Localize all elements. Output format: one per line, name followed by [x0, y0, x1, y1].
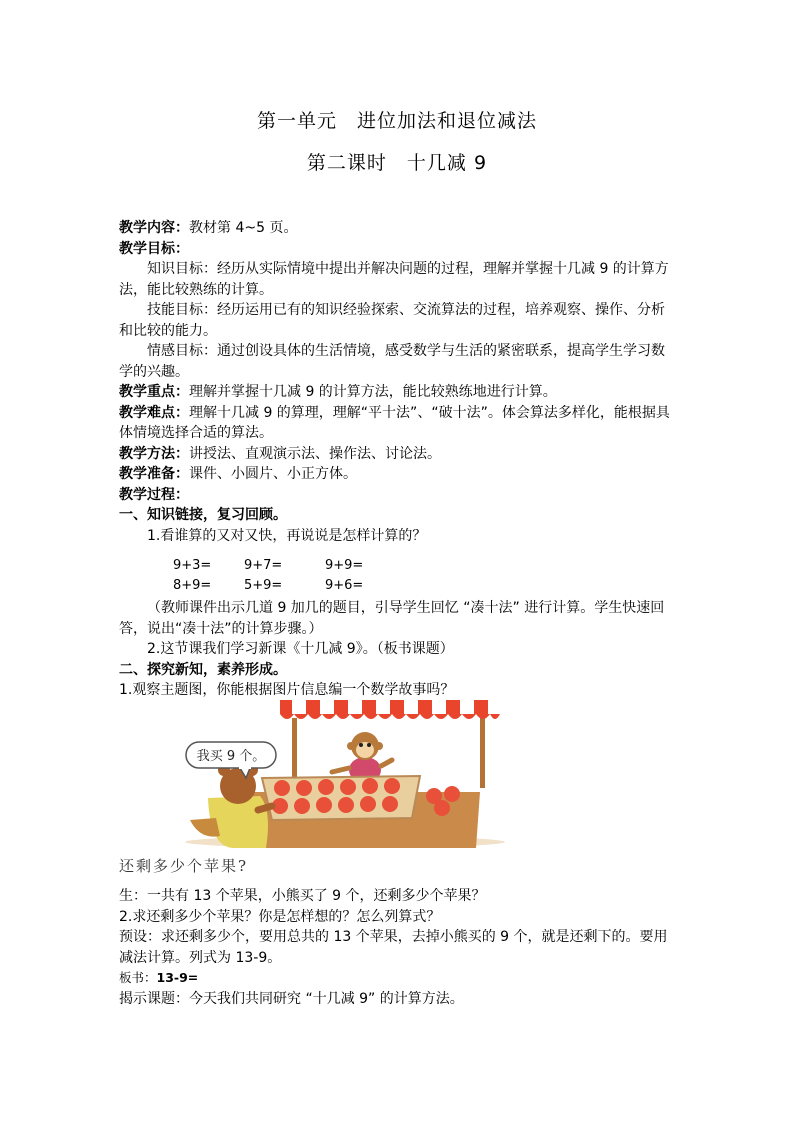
board-line: 板书：13-9=: [119, 970, 199, 985]
expr-5: 5+9=: [244, 578, 283, 593]
reveal-line: 揭示课题：今天我们共同研究 “十几减 9” 的计算方法。: [119, 990, 464, 1007]
method-line: 教学方法：讲授法、直观演示法、操作法、讨论法。: [119, 445, 441, 462]
lesson-body-top: [119, 218, 677, 546]
unit-title: 第一单元 进位加法和退位减法: [256, 110, 537, 132]
prep-line: 教学准备：课件、小圆片、小正方体。: [119, 466, 357, 482]
awning: [280, 700, 500, 719]
lesson-body-mid: [119, 598, 677, 701]
key-point-line: 教学重点：理解并掌握十几减 9 的计算方法，能比较熟练地进行计算。: [119, 384, 557, 400]
expr-2: 9+7=: [244, 558, 283, 573]
process-heading: 教学过程：: [119, 486, 189, 503]
lesson-body-bottom: [119, 886, 677, 1009]
monkey-icon: [332, 732, 392, 783]
s2-question1: 1.观察主题图，你能根据图片信息编一个数学故事吗？: [119, 682, 455, 698]
goals-heading: 教学目标：: [119, 240, 189, 257]
s1-note: （教师课件出示几道 9 加几的题目，引导学生回忆 “凑十法” 进行计算。学生快速回答，说出“凑十法”的计算步骤。）: [119, 600, 665, 637]
s1-question2: 2.这节课我们学习新课《十几减 9》。（板书课题）: [147, 641, 454, 657]
expr-1: 9+3=: [173, 558, 212, 573]
fruit-stall-illustration: [180, 700, 510, 848]
expr-4: 8+9=: [173, 578, 212, 593]
s1-question1: 1.看谁算的又对又快，再说说是怎样计算的？: [147, 527, 427, 544]
s2-question2: 2.求还剩多少个苹果？你是怎样想的？怎么列算式？: [119, 908, 441, 925]
difficulty-line: 教学难点：理解十几减 9 的算理，理解“平十法”、“破十法”。体会算法多样化，能根据具体情境选择合适的算法。: [119, 404, 670, 441]
goal-knowledge: 知识目标：经历从实际情境中提出并解决问题的过程，理解并掌握十几减 9 的计算方法，能比较熟练的计算。: [119, 261, 669, 298]
expr-6: 9+6=: [325, 578, 364, 593]
content-line: 教学内容：教材第 4~5 页。: [119, 220, 298, 236]
section2-heading: 二、探究新知，素养形成。: [119, 661, 287, 678]
goal-skill: 技能目标：经历运用已有的知识经验探索、交流算法的过程，培养观察、操作、分析和比较的能力。: [119, 302, 665, 339]
preset-answer: 预设：求还剩多少个，要用总共的 13 个苹果，去掉小熊买的 9 个，就是还剩下的。要用减法计算。列式为 13-9。: [119, 929, 668, 966]
bear-icon: [190, 764, 272, 848]
student-answer: 生：一共有 13 个苹果，小熊买了 9 个，还剩多少个苹果？: [119, 888, 486, 904]
bubble-text: 我买 9 个。: [196, 749, 266, 764]
right-pole: [480, 718, 485, 788]
expr-3: 9+9=: [325, 558, 364, 573]
lesson-title: 第二课时 十几减 9: [306, 152, 488, 174]
section1-heading: 一、知识链接，复习回顾。: [119, 507, 287, 523]
image-caption: 还剩多少个苹果?: [119, 857, 249, 875]
goal-emotion: 情感目标：通过创设具体的生活情境，感受数学与生活的紧密联系，提高学生学习数学的兴趣。: [119, 343, 665, 380]
